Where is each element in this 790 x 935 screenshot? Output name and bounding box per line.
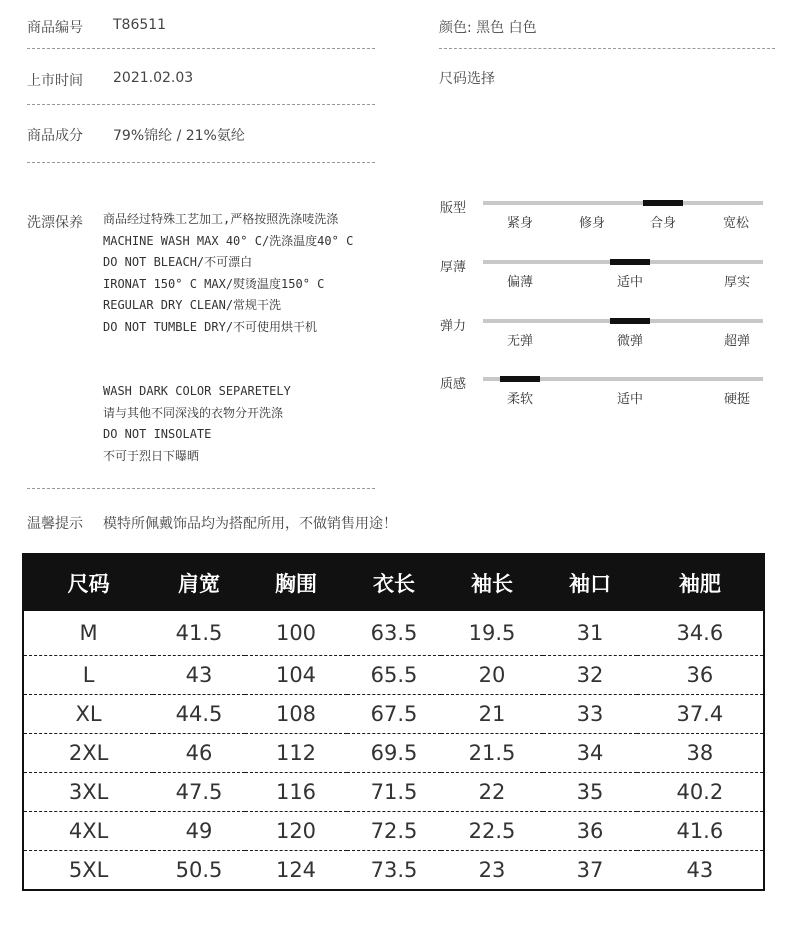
scale-track — [483, 319, 763, 323]
care-line: DO NOT TUMBLE DRY/不可使用烘干机 — [103, 319, 318, 334]
care-line — [103, 338, 353, 360]
material-value: 79%锦纶 / 21%氨纶 — [113, 128, 245, 144]
scale-selected-marker — [610, 259, 650, 265]
table-cell: 116 — [245, 773, 347, 812]
table-cell: 34.6 — [676, 621, 724, 645]
scale-option: 超弹 — [723, 334, 750, 349]
table-cell: 67.5 — [347, 695, 441, 734]
care-instructions — [103, 209, 353, 467]
scale-option: 偏薄 — [506, 275, 533, 290]
table-cell: 22.5 — [441, 812, 543, 851]
scale-option: 紧身 — [506, 216, 533, 231]
care-line: 不可于烈日下曝晒 — [103, 448, 200, 463]
size-table-header-cell: 胸围 — [245, 554, 347, 611]
table-row — [23, 656, 764, 695]
table-cell: 47.5 — [153, 773, 245, 812]
table-cell: XL — [23, 695, 153, 734]
table-cell: 43 — [637, 851, 764, 891]
size-select-label: 尺码选择 — [439, 71, 495, 87]
scale-selected-marker — [500, 376, 540, 382]
scale-option: 修身 — [578, 216, 605, 231]
color-options: 颜色: 黑色 白色 — [439, 20, 537, 36]
scale-option: 柔软 — [506, 392, 533, 407]
table-cell: 44.5 — [153, 695, 245, 734]
scale-option: 微弹 — [616, 334, 643, 349]
care-line — [103, 360, 353, 382]
table-cell: 43 — [153, 656, 245, 695]
table-cell: 21 — [441, 695, 543, 734]
material-label: 商品成分 — [27, 128, 83, 144]
table-cell: 34 — [543, 734, 636, 773]
scale-track — [483, 260, 763, 264]
table-cell: 71.5 — [347, 773, 441, 812]
table-cell: 37 — [543, 851, 636, 891]
care-line: 请与其他不同深浅的衣物分开洗涤 — [103, 405, 284, 420]
table-cell: 5XL — [23, 851, 153, 891]
table-cell: 36 — [637, 656, 764, 695]
size-table-header-cell: 袖长 — [441, 554, 543, 611]
scale-option: 合身 — [649, 216, 676, 231]
table-cell: 21.5 — [441, 734, 543, 773]
table-cell: 112 — [245, 734, 347, 773]
table-cell: 20 — [441, 656, 543, 695]
care-line: MACHINE WASH MAX 40° C/洗涤温度40° C — [103, 233, 354, 248]
table-cell: 120 — [245, 812, 347, 851]
table-cell: 41.6 — [637, 812, 764, 851]
care-line: 商品经过特殊工艺加工,严格按照洗涤唛洗涤 — [103, 212, 339, 226]
table-cell: 46 — [153, 734, 245, 773]
size-table-header-cell: 尺码 — [23, 554, 153, 611]
divider — [439, 48, 775, 49]
care-line: DO NOT INSOLATE — [103, 427, 212, 441]
product-code-value: T86511 — [113, 17, 167, 33]
size-table-header-cell: 袖肥 — [637, 554, 764, 611]
table-cell: 19.5 — [468, 621, 516, 645]
release-date-value: 2021.02.03 — [113, 70, 194, 86]
table-cell: 23 — [441, 851, 543, 891]
release-date-label: 上市时间 — [27, 73, 83, 89]
care-label: 洗漂保养 — [27, 215, 83, 231]
scale-track — [483, 201, 763, 205]
table-cell: 33 — [543, 695, 636, 734]
table-cell: 37.4 — [637, 695, 764, 734]
scale-name: 厚薄 — [440, 260, 467, 275]
scale-track — [483, 377, 763, 381]
scale-name: 质感 — [440, 377, 467, 392]
table-cell: 73.5 — [347, 851, 441, 891]
table-cell: 63.5 — [370, 621, 418, 645]
scale-selected-marker — [610, 318, 650, 324]
divider — [27, 104, 375, 105]
table-cell: 100 — [275, 621, 317, 645]
table-cell: 65.5 — [347, 656, 441, 695]
table-row — [23, 734, 764, 773]
size-table-header-cell: 袖口 — [543, 554, 636, 611]
table-row — [23, 695, 764, 734]
table-cell: 2XL — [23, 734, 153, 773]
divider — [27, 48, 375, 49]
divider — [27, 488, 375, 489]
table-cell: 40.2 — [637, 773, 764, 812]
size-table — [22, 553, 765, 891]
table-cell: 32 — [543, 656, 636, 695]
table-cell: 49 — [153, 812, 245, 851]
table-cell: 72.5 — [347, 812, 441, 851]
scale-option: 适中 — [616, 392, 643, 407]
table-cell: 41.5 — [175, 621, 223, 645]
tip-text: 模特所佩戴饰品均为搭配所用，不做销售用途！ — [103, 516, 397, 532]
care-line: REGULAR DRY CLEAN/常规干洗 — [103, 298, 282, 312]
product-code-label: 商品编号 — [27, 20, 83, 36]
scale-option: 适中 — [616, 275, 643, 290]
table-row — [23, 611, 764, 656]
table-cell: 104 — [245, 656, 347, 695]
table-cell: L — [23, 656, 153, 695]
table-cell: 124 — [245, 851, 347, 891]
divider — [27, 162, 375, 163]
table-cell: 38 — [637, 734, 764, 773]
table-cell: 3XL — [23, 773, 153, 812]
table-cell: 108 — [245, 695, 347, 734]
table-cell: 50.5 — [153, 851, 245, 891]
care-line: DO NOT BLEACH/不可漂白 — [103, 255, 253, 269]
table-cell: 35 — [543, 773, 636, 812]
tip-label: 温馨提示 — [27, 516, 83, 532]
table-cell: M — [79, 621, 98, 645]
care-line: IRONAT 150° C MAX/熨烫温度150° C — [103, 276, 325, 291]
table-cell: 36 — [543, 812, 636, 851]
table-cell: 4XL — [23, 812, 153, 851]
scale-option: 硬挺 — [723, 392, 750, 407]
table-cell: 22 — [441, 773, 543, 812]
scale-option: 无弹 — [506, 334, 533, 349]
size-table-header — [23, 554, 764, 611]
scale-option: 厚实 — [723, 275, 750, 290]
scale-option: 宽松 — [722, 216, 749, 231]
size-table-header-cell: 衣长 — [347, 554, 441, 611]
table-cell: 31 — [576, 621, 604, 645]
table-row — [23, 812, 764, 851]
table-cell: 69.5 — [347, 734, 441, 773]
scale-name: 弹力 — [440, 319, 467, 334]
scale-name: 版型 — [440, 201, 467, 216]
table-row — [23, 773, 764, 812]
care-line: WASH DARK COLOR SEPARETELY — [103, 384, 291, 398]
scale-selected-marker — [643, 200, 683, 206]
size-table-header-cell: 肩宽 — [153, 554, 245, 611]
table-row — [23, 851, 764, 891]
